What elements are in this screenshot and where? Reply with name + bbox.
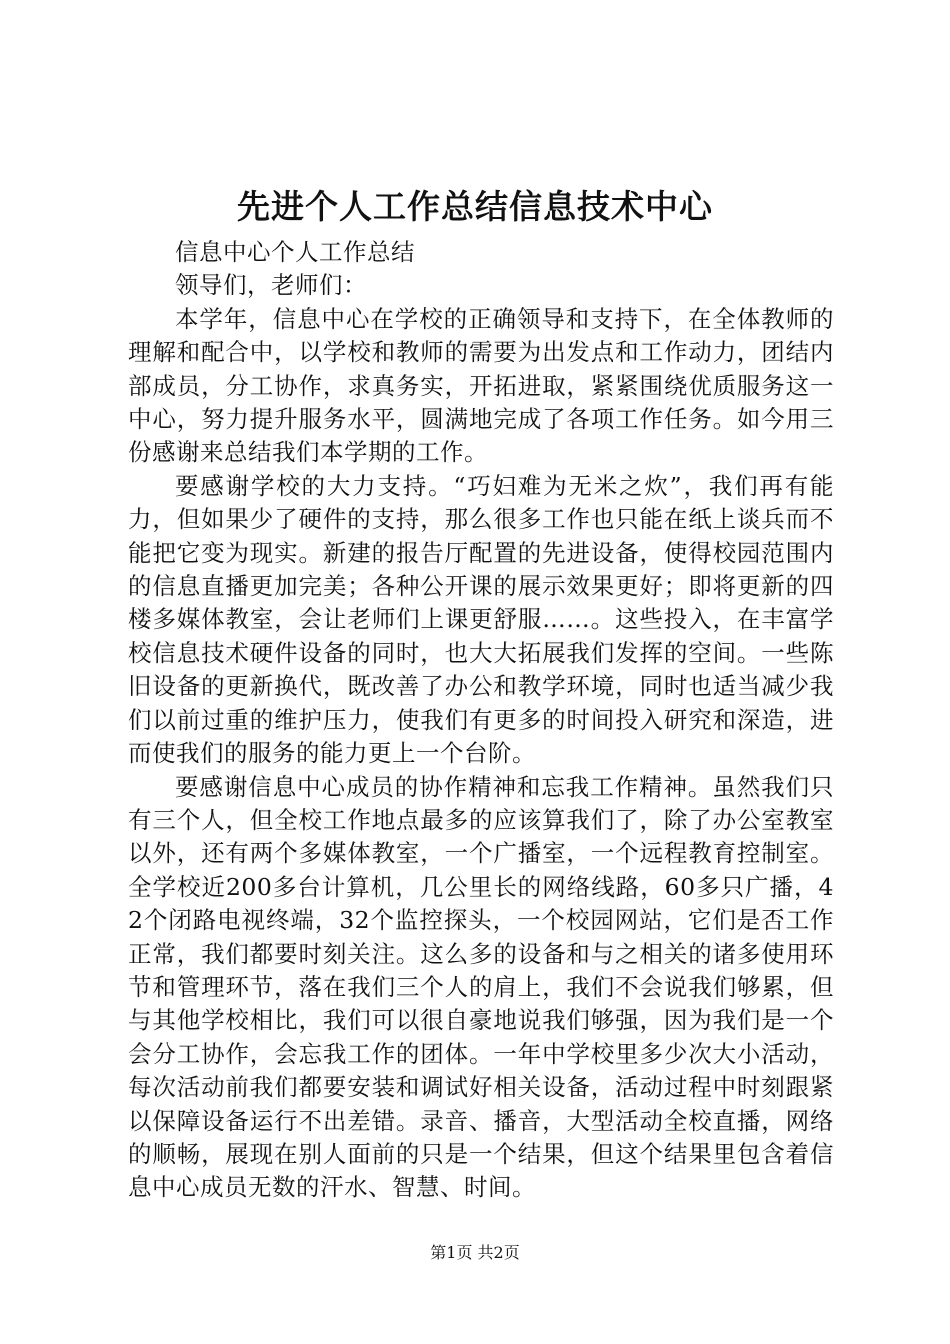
paragraph-thanks-team: 要感谢信息中心成员的协作精神和忘我工作精神。虽然我们只有三个人，但全校工作地点最多的应该算我们了，除了办公室教室以外，还有两个多媒体教室，一个广播室，一个远程教育控制室。全学校近200多台计算机，几公里长的网络线路，60多只广播，42个闭路电视终端，32个监控探头，一个校园网站，它们是否工作正常，我们都要时刻关注。这么多的设备和与之相关的诸多使用环节和管理环节，落在我们三个人的肩上，我们不会说我们够累，但与其他学校相比，我们可以很自豪地说我们够强，因为我们是一个会分工协作，会忘我工作的团体。一年中学校里多少次大小活动，每次活动前我们都要安装和调试好相关设备，活动过程中时刻跟紧以保障设备运行不出差错。录音、播音，大型活动全校直播，网络的顺畅，展现在别人面前的只是一个结果，但这个结果里包含着信息中心成员无数的汗水、智慧、时间。 [128,772,834,1202]
page-number-footer: 第1页 共2页 [430,1243,520,1262]
paragraph-subtitle: 信息中心个人工作总结 [175,238,415,266]
paragraph-thanks-school: 要感谢学校的大力支持。“巧妇难为无米之炊”，我们再有能力，但如果少了硬件的支持，那么很多工作也只能在纸上谈兵而不能把它变为现实。新建的报告厅配置的先进设备，使得校园范围内的信息直播更加完美；各种公开课的展示效果更好；即将更新的四楼多媒体教室，会让老师们上课更舒服……。这些投入，在丰富学校信息技术硬件设备的同时，也大大拓展我们发挥的空间。一些陈旧设备的更新换代，既改善了办公和教学环境，同时也适当减少我们以前过重的维护压力，使我们有更多的时间投入研究和深造，进而使我们的服务的能力更上一个台阶。 [128,471,834,768]
document-title: 先进个人工作总结信息技术中心 [237,187,713,226]
paragraph-intro: 本学年，信息中心在学校的正确领导和支持下，在全体教师的理解和配合中，以学校和教师的需要为出发点和工作动力，团结内部成员，分工协作，求真务实，开拓进取，紧紧围绕优质服务这一中心，努力提升服务水平，圆满地完成了各项工作任务。如今用三份感谢来总结我们本学期的工作。 [128,304,834,467]
document-body [128,236,834,1205]
paragraph-salutation: 领导们，老师们： [175,271,367,300]
